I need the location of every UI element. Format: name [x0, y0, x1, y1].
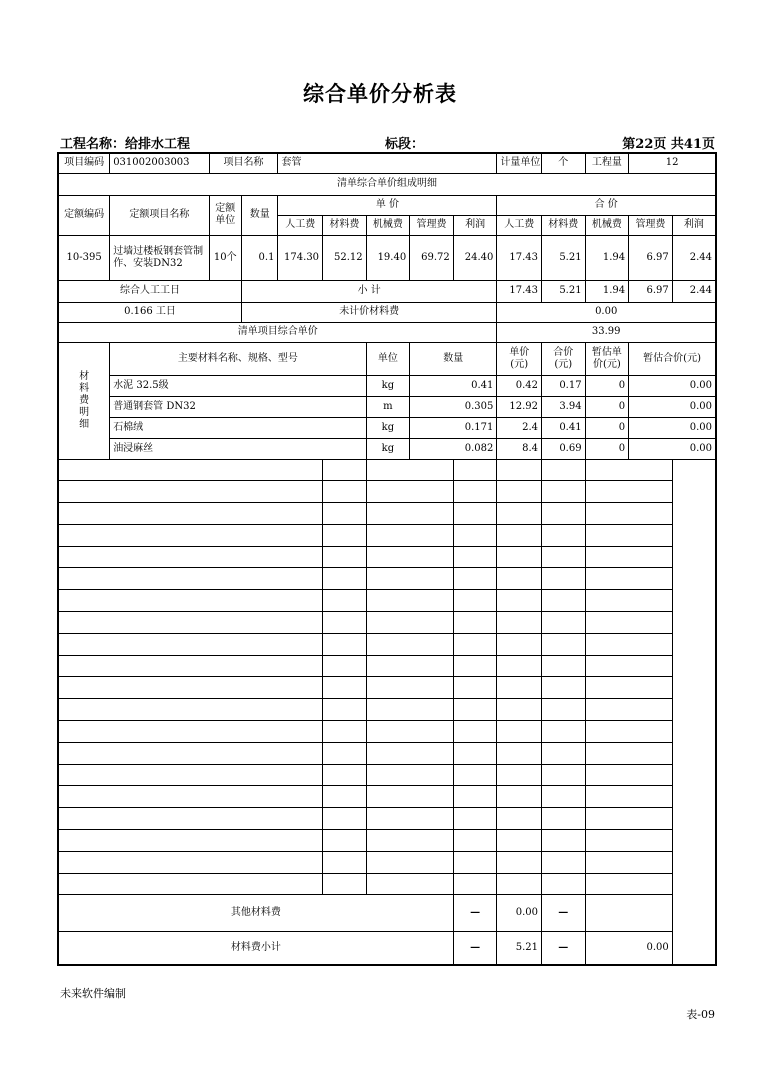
empty-cell [453, 808, 497, 830]
subtotal-label: 小 计 [241, 280, 496, 302]
empty-cell [366, 524, 453, 546]
unit-value: 个 [542, 153, 586, 173]
empty-cell [453, 851, 497, 873]
empty-material-row [58, 851, 716, 873]
mat-header-unit: 单位 [366, 342, 410, 375]
mat-est-total: 0.00 [629, 375, 716, 396]
mat-qty: 0.41 [410, 375, 497, 396]
empty-cell [542, 568, 586, 590]
mat-header-total: 合价(元) [542, 342, 586, 375]
subtotal-material: 5.21 [542, 280, 586, 302]
empty-cell [323, 459, 367, 481]
empty-cell [453, 786, 497, 808]
mat-subtotal-est-price: — [542, 932, 586, 965]
mat-name: 普通钢套管 DN32 [110, 396, 366, 417]
subtotal-management: 6.97 [629, 280, 673, 302]
empty-cell [497, 851, 542, 873]
mat-est-price: 0 [585, 438, 629, 459]
empty-cell [497, 633, 542, 655]
empty-cell [453, 699, 497, 721]
empty-cell [542, 590, 586, 612]
mat-subtotal-est-total: 0.00 [585, 932, 672, 965]
mat-est-price: 0 [585, 417, 629, 438]
empty-cell [453, 546, 497, 568]
mat-unit: m [366, 396, 410, 417]
labor-day-label: 综合人工工日 [58, 280, 241, 302]
header-u-machine: 机械费 [366, 215, 410, 235]
empty-cell [497, 459, 542, 481]
empty-cell [58, 481, 323, 503]
mat-name: 油浸麻丝 [110, 438, 366, 459]
empty-cell [497, 873, 542, 895]
mat-total: 3.94 [542, 396, 586, 417]
empty-material-row [58, 830, 716, 852]
other-est-price: — [542, 895, 586, 932]
empty-cell [453, 568, 497, 590]
empty-cell [497, 699, 542, 721]
empty-cell [453, 590, 497, 612]
subtotal-row [58, 280, 716, 302]
comprehensive-value: 33.99 [497, 322, 716, 342]
empty-cell [58, 568, 323, 590]
empty-cell [585, 699, 672, 721]
empty-cell [453, 503, 497, 525]
empty-cell [366, 568, 453, 590]
empty-cell [323, 503, 367, 525]
table-number: 表-09 [686, 1008, 715, 1021]
other-label: 其他材料费 [58, 895, 453, 932]
empty-cell [323, 568, 367, 590]
empty-cell [497, 677, 542, 699]
empty-cell [497, 503, 542, 525]
u-material: 52.12 [323, 235, 367, 280]
empty-cell [58, 503, 323, 525]
empty-cell [323, 786, 367, 808]
labor-days: 0.166 工日 [58, 302, 241, 322]
mat-name: 石棉绒 [110, 417, 366, 438]
mat-price: 8.4 [497, 438, 542, 459]
empty-cell [542, 873, 586, 895]
empty-cell [366, 699, 453, 721]
empty-cell [585, 633, 672, 655]
empty-cell [58, 873, 323, 895]
quota-row [58, 235, 716, 280]
empty-cell [366, 808, 453, 830]
u-management: 69.72 [410, 235, 454, 280]
mat-subtotal-price: — [453, 932, 497, 965]
empty-cell [58, 524, 323, 546]
empty-cell [497, 808, 542, 830]
quota-unit: 10个 [209, 235, 241, 280]
empty-cell [366, 590, 453, 612]
mat-subtotal-label: 材料费小计 [58, 932, 453, 965]
empty-cell [323, 721, 367, 743]
empty-cell [323, 699, 367, 721]
empty-material-row [58, 764, 716, 786]
header-total: 合 价 [497, 195, 716, 215]
header-quantity: 数量 [241, 195, 277, 235]
empty-cell [585, 568, 672, 590]
code-value: 031002003003 [110, 153, 209, 173]
u-labor: 174.30 [278, 235, 323, 280]
empty-cell [497, 546, 542, 568]
empty-cell [497, 612, 542, 634]
quota-qty: 0.1 [241, 235, 277, 280]
empty-cell [366, 830, 453, 852]
empty-cell [542, 503, 586, 525]
empty-cell [585, 786, 672, 808]
mat-price: 12.92 [497, 396, 542, 417]
comprehensive-label: 清单项目综合单价 [58, 322, 497, 342]
header-u-profit: 利润 [453, 215, 497, 235]
empty-cell [542, 764, 586, 786]
empty-cell [542, 633, 586, 655]
empty-cell [453, 677, 497, 699]
u-machine: 19.40 [366, 235, 410, 280]
empty-cell [453, 459, 497, 481]
mat-total: 0.17 [542, 375, 586, 396]
header-u-material: 材料费 [323, 215, 367, 235]
other-est-total [585, 895, 672, 932]
t-labor: 17.43 [497, 235, 542, 280]
empty-cell [542, 786, 586, 808]
empty-cell [585, 655, 672, 677]
mat-est-price: 0 [585, 375, 629, 396]
header-quota-code: 定额编码 [58, 195, 110, 235]
t-management: 6.97 [629, 235, 673, 280]
mat-unit: kg [366, 375, 410, 396]
empty-cell [542, 830, 586, 852]
empty-cell [366, 677, 453, 699]
empty-material-row [58, 677, 716, 699]
empty-cell [58, 677, 323, 699]
empty-cell [497, 786, 542, 808]
header-t-labor: 人工费 [497, 215, 542, 235]
empty-cell [323, 851, 367, 873]
mat-total: 0.69 [542, 438, 586, 459]
empty-material-row [58, 590, 716, 612]
name-value: 套管 [278, 153, 497, 173]
t-material: 5.21 [542, 235, 586, 280]
empty-cell [323, 590, 367, 612]
empty-cell [497, 721, 542, 743]
empty-cell [58, 590, 323, 612]
empty-cell [323, 655, 367, 677]
u-profit: 24.40 [453, 235, 497, 280]
unpriced-label: 未计价材料费 [241, 302, 496, 322]
empty-cell [58, 721, 323, 743]
empty-cell [453, 742, 497, 764]
header-t-management: 管理费 [629, 215, 673, 235]
empty-cell [58, 459, 323, 481]
mat-header-est-price: 暂估单价(元) [585, 342, 629, 375]
mat-total: 0.41 [542, 417, 586, 438]
empty-cell [542, 851, 586, 873]
mat-est-total: 0.00 [629, 396, 716, 417]
mat-est-total: 0.00 [629, 438, 716, 459]
empty-cell [323, 677, 367, 699]
empty-cell [585, 503, 672, 525]
material-subtotal-row [58, 932, 716, 965]
subtotal-profit: 2.44 [672, 280, 716, 302]
empty-material-row [58, 721, 716, 743]
empty-cell [585, 612, 672, 634]
quota-code: 10-395 [58, 235, 110, 280]
empty-cell [366, 459, 453, 481]
empty-cell [58, 851, 323, 873]
mat-est-total: 0.00 [629, 417, 716, 438]
mat-name: 水泥 32.5级 [110, 375, 366, 396]
empty-cell [58, 808, 323, 830]
empty-cell [542, 721, 586, 743]
empty-cell [58, 742, 323, 764]
empty-cell [542, 546, 586, 568]
empty-cell [366, 612, 453, 634]
mat-price: 2.4 [497, 417, 542, 438]
empty-cell [542, 699, 586, 721]
empty-cell [585, 677, 672, 699]
empty-cell [542, 655, 586, 677]
empty-cell [585, 546, 672, 568]
empty-material-row [58, 524, 716, 546]
header-t-profit: 利润 [672, 215, 716, 235]
empty-cell [497, 655, 542, 677]
materials-side-label [58, 342, 110, 459]
software-credit: 未来软件编制 [60, 987, 126, 1000]
empty-cell [366, 481, 453, 503]
header-t-material: 材料费 [542, 215, 586, 235]
empty-material-row [58, 503, 716, 525]
project-name: 工程名称：给排水工程 [60, 137, 191, 152]
other-price: — [453, 895, 497, 932]
empty-material-row [58, 808, 716, 830]
empty-material-row [58, 655, 716, 677]
empty-cell [58, 764, 323, 786]
empty-cell [542, 742, 586, 764]
empty-material-row [58, 699, 716, 721]
empty-material-row [58, 459, 716, 481]
subtotal-labor: 17.43 [497, 280, 542, 302]
material-row [58, 375, 716, 396]
empty-cell [58, 786, 323, 808]
name-label: 项目名称 [209, 153, 278, 173]
empty-cell [585, 481, 672, 503]
empty-cell [453, 655, 497, 677]
material-row [58, 396, 716, 417]
empty-cell [366, 633, 453, 655]
empty-cell [366, 655, 453, 677]
empty-cell [58, 830, 323, 852]
empty-cell [58, 699, 323, 721]
empty-cell [58, 546, 323, 568]
empty-cell [323, 873, 367, 895]
empty-cell [453, 524, 497, 546]
empty-cell [323, 546, 367, 568]
empty-cell [453, 481, 497, 503]
mat-header-est-total: 暂估合价(元) [629, 342, 716, 375]
mat-header-name: 主要材料名称、规格、型号 [110, 342, 366, 375]
empty-cell [366, 786, 453, 808]
empty-cell [453, 764, 497, 786]
analysis-table [57, 152, 717, 966]
header-quota-item: 定额项目名称 [110, 195, 209, 235]
empty-cell [497, 568, 542, 590]
empty-material-row [58, 786, 716, 808]
empty-cell [542, 612, 586, 634]
qty-label: 工程量 [585, 153, 629, 173]
other-materials-row [58, 895, 716, 932]
empty-cell [585, 873, 672, 895]
t-profit: 2.44 [672, 235, 716, 280]
empty-cell [453, 830, 497, 852]
mat-unit: kg [366, 438, 410, 459]
page-title: 综合单价分析表 [303, 81, 457, 106]
empty-cell [366, 873, 453, 895]
empty-cell [497, 742, 542, 764]
qty-value: 12 [629, 153, 716, 173]
empty-cell [585, 851, 672, 873]
empty-cell [323, 808, 367, 830]
mat-header-price: 单价(元) [497, 342, 542, 375]
empty-cell [366, 721, 453, 743]
empty-cell [58, 612, 323, 634]
empty-cell [323, 742, 367, 764]
mat-est-price: 0 [585, 396, 629, 417]
materials-side-text: 材料费明细 [79, 370, 90, 430]
header-u-labor: 人工费 [278, 215, 323, 235]
empty-cell [366, 764, 453, 786]
empty-cell [542, 524, 586, 546]
empty-cell [453, 612, 497, 634]
empty-cell [497, 590, 542, 612]
empty-cell [497, 524, 542, 546]
header-unit-price: 单 价 [278, 195, 497, 215]
mat-header-qty: 数量 [410, 342, 497, 375]
mat-qty: 0.305 [410, 396, 497, 417]
quota-name: 过墙过楼板钢套管制作、安装DN32 [110, 235, 209, 280]
composition-title: 清单综合单价组成明细 [58, 173, 716, 195]
material-row [58, 417, 716, 438]
empty-cell [453, 721, 497, 743]
info-row [58, 153, 716, 173]
header-u-management: 管理费 [410, 215, 454, 235]
empty-cell [323, 612, 367, 634]
empty-cell [585, 808, 672, 830]
code-label: 项目编码 [58, 153, 110, 173]
empty-cell [323, 633, 367, 655]
empty-cell [497, 830, 542, 852]
empty-cell [585, 764, 672, 786]
empty-cell [585, 459, 672, 481]
empty-cell [542, 481, 586, 503]
empty-cell [585, 742, 672, 764]
empty-cell [585, 590, 672, 612]
empty-cell [585, 524, 672, 546]
empty-cell [366, 503, 453, 525]
mat-qty: 0.171 [410, 417, 497, 438]
header-t-machine: 机械费 [585, 215, 629, 235]
empty-material-row [58, 481, 716, 503]
header-quota-unit: 定额单位 [209, 195, 241, 235]
section-label: 标段： [385, 137, 425, 152]
empty-cell [497, 481, 542, 503]
empty-cell [453, 633, 497, 655]
empty-material-row [58, 742, 716, 764]
empty-cell [58, 633, 323, 655]
empty-material-row [58, 546, 716, 568]
material-row [58, 438, 716, 459]
subtotal-machine: 1.94 [585, 280, 629, 302]
mat-subtotal-total: 5.21 [497, 932, 542, 965]
empty-cell [542, 459, 586, 481]
empty-cell [323, 524, 367, 546]
empty-cell [497, 764, 542, 786]
empty-cell [58, 655, 323, 677]
empty-cell [585, 721, 672, 743]
empty-cell [542, 808, 586, 830]
t-machine: 1.94 [585, 235, 629, 280]
mat-price: 0.42 [497, 375, 542, 396]
empty-cell [366, 546, 453, 568]
empty-cell [585, 830, 672, 852]
empty-cell [453, 873, 497, 895]
unpriced-value: 0.00 [497, 302, 716, 322]
empty-material-row [58, 568, 716, 590]
unit-label: 计量单位 [497, 153, 542, 173]
empty-material-row [58, 612, 716, 634]
empty-cell [323, 481, 367, 503]
other-total: 0.00 [497, 895, 542, 932]
empty-cell [366, 851, 453, 873]
empty-cell [366, 742, 453, 764]
empty-cell [542, 677, 586, 699]
empty-material-row [58, 873, 716, 895]
empty-cell [323, 764, 367, 786]
mat-unit: kg [366, 417, 410, 438]
empty-material-row [58, 633, 716, 655]
mat-qty: 0.082 [410, 438, 497, 459]
empty-cell [323, 830, 367, 852]
page-indicator: 第22页 共41页 [622, 137, 715, 152]
